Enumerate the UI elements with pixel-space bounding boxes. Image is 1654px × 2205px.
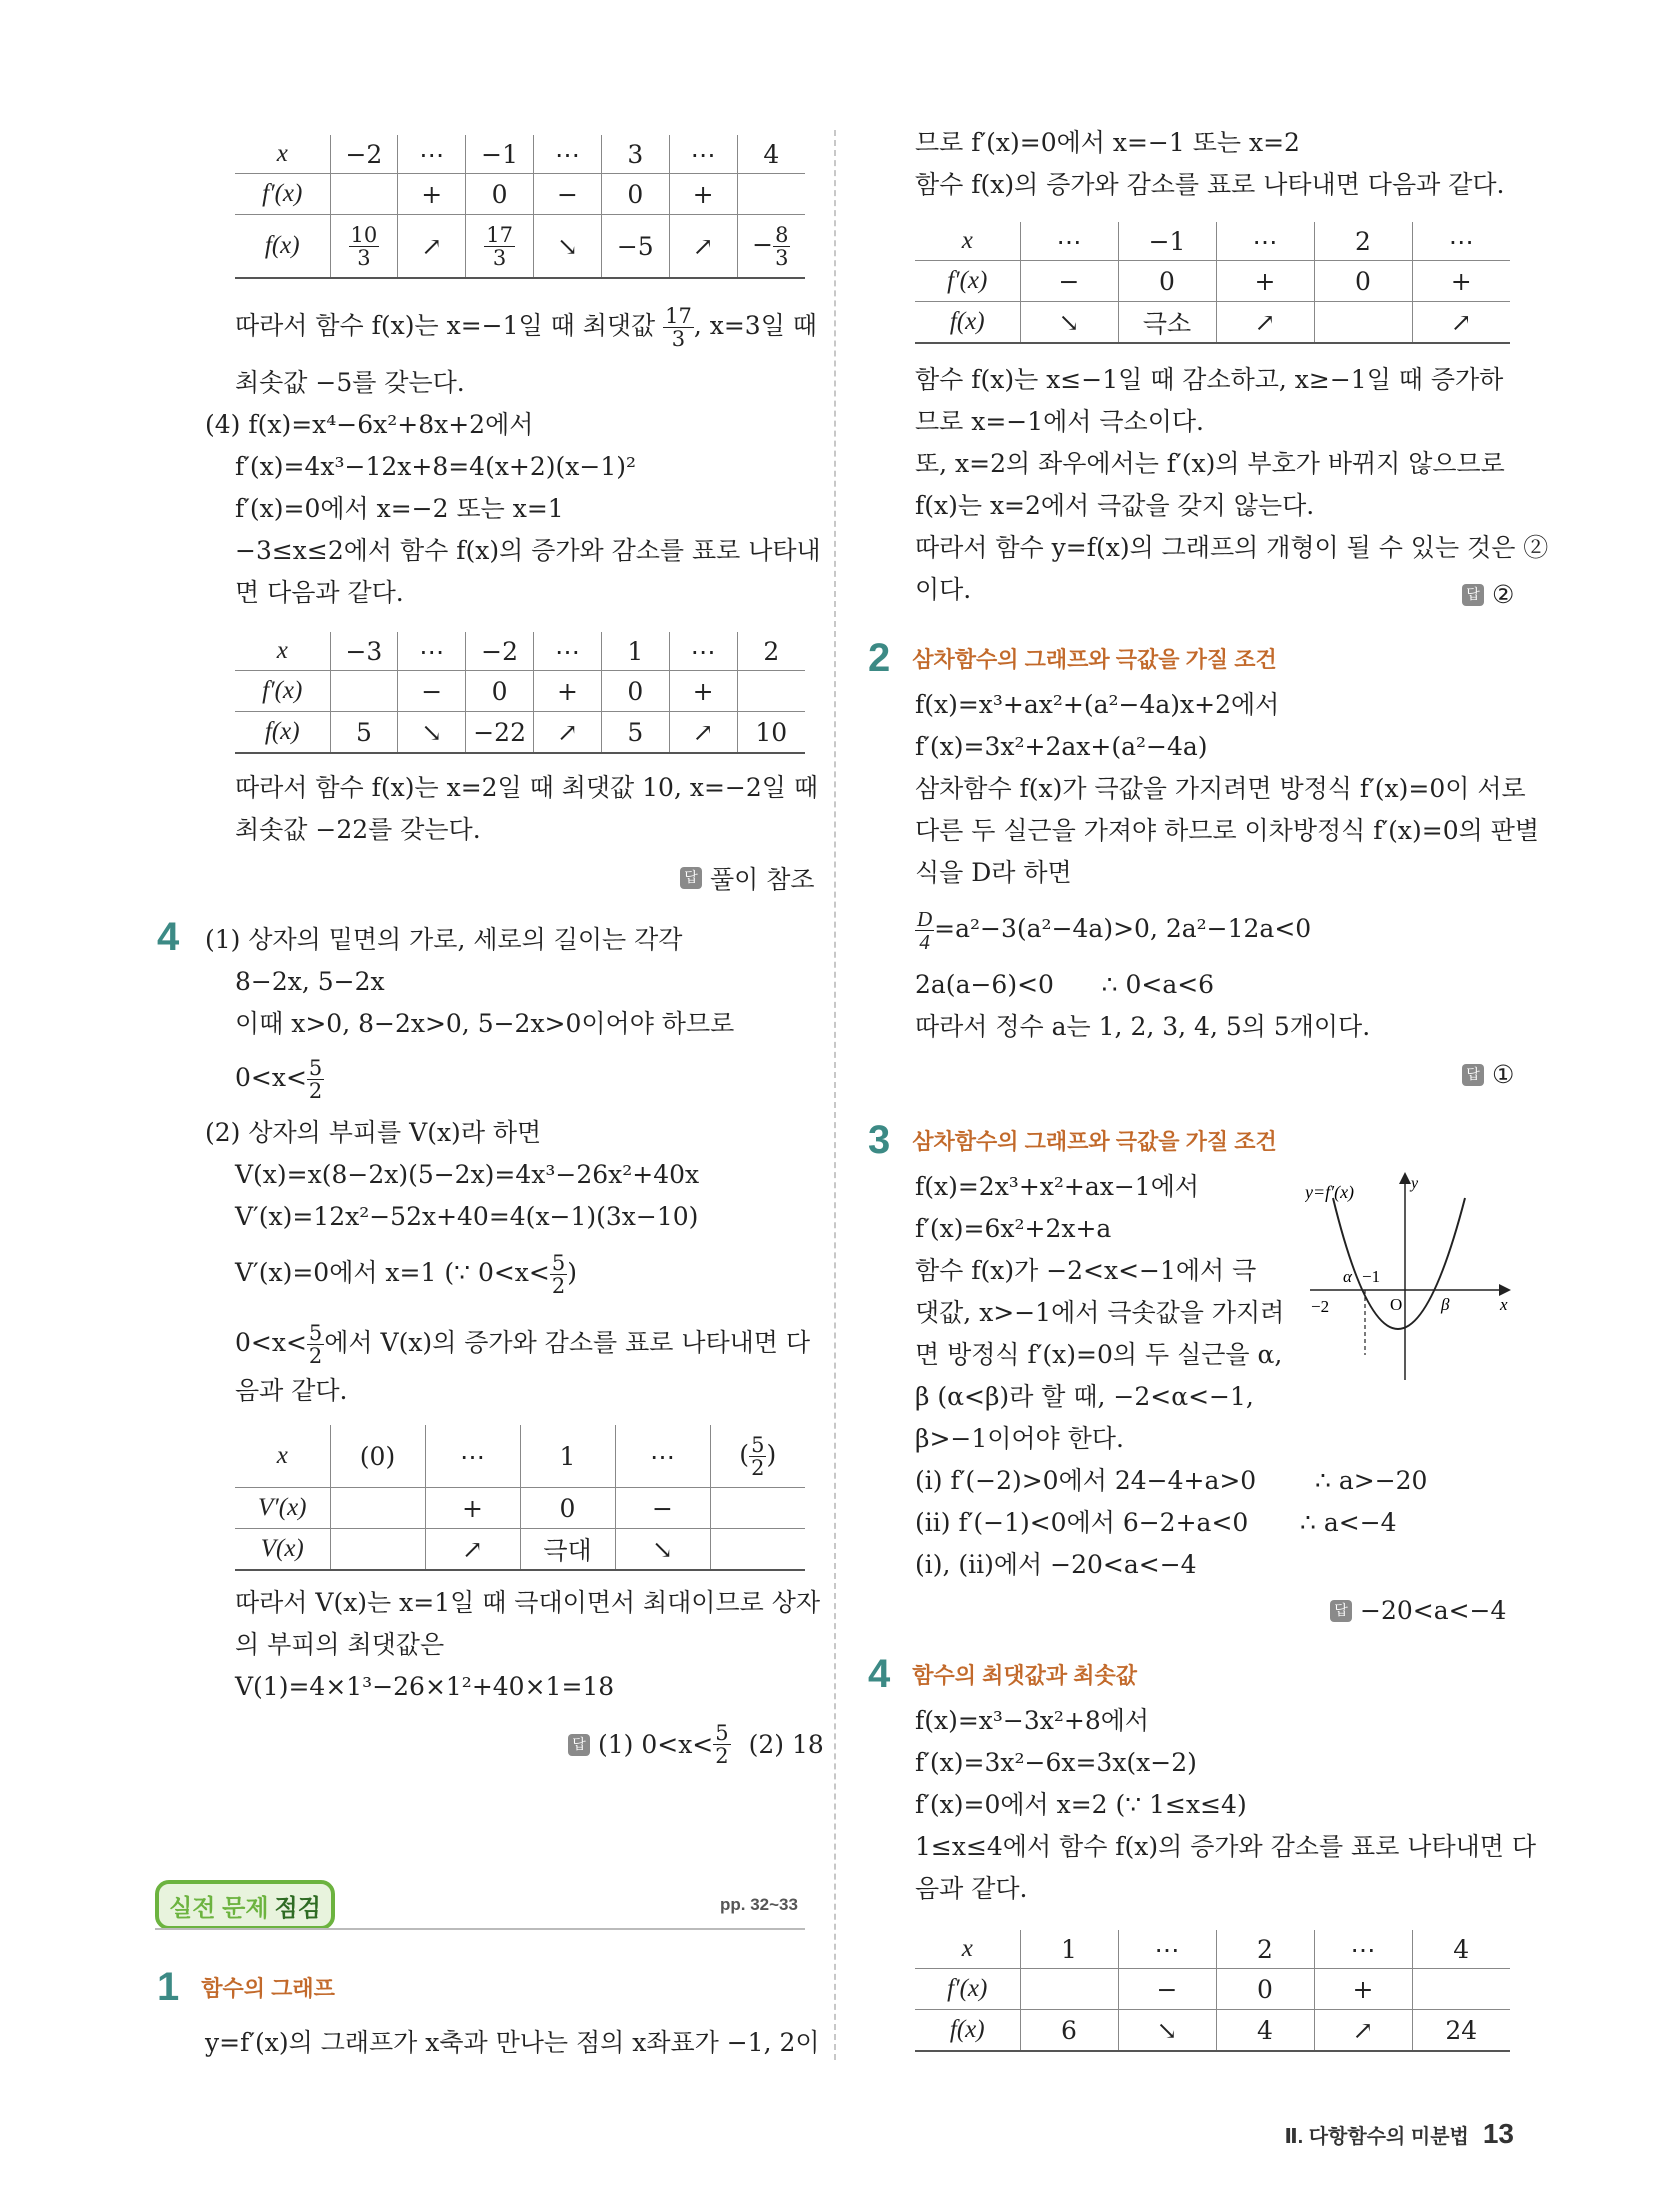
table-cell: [330, 174, 398, 215]
table-cell: [737, 174, 805, 215]
table-cell: 6: [1020, 2010, 1118, 2052]
table-cell: [466, 215, 534, 279]
s4-line: f′(x)=0에서 x=2 (∵ 1≤x≤4): [915, 1790, 1247, 1819]
table-cell: 0: [466, 671, 534, 712]
table-row: [235, 1488, 805, 1529]
q4-conc-line: 의 부피의 최댓값은: [235, 1630, 445, 1659]
right-line: 따라서 함수 y=f(x)의 그래프의 개형이 될 수 있는 것은 ②: [915, 533, 1549, 562]
table-cell: ⋯: [1216, 222, 1314, 261]
table-cell: − $\frac{8}{3}$: [737, 215, 805, 279]
table-cell: −: [1020, 261, 1118, 302]
p4-line: f′(x)=4x³−12x+8=4(x+2)(x−1)²: [235, 452, 637, 481]
table-cell: ⋯: [1118, 1930, 1216, 1969]
p4-line: (4) f(x)=x⁴−6x²+8x+2에서: [205, 410, 534, 439]
s2-line: 식을 D라 하면: [915, 858, 1072, 887]
table-cell: +: [1216, 261, 1314, 302]
table-row: [235, 632, 805, 671]
variation-table-4: [915, 222, 1510, 344]
page-number: 13: [1482, 2118, 1514, 2149]
table-cell: ⋯: [398, 135, 466, 174]
s3-cond-2: (ⅱ) f′(−1)<0에서 6−2+a<0 ∴ a<−4: [915, 1508, 1397, 1537]
p4-lines: [205, 410, 821, 620]
table-cell: 4: [1216, 2010, 1314, 2052]
table-cell: +: [669, 671, 737, 712]
table-cell: ↗: [425, 1529, 520, 1571]
q4-number: 4: [157, 915, 180, 959]
right-top: [915, 128, 1504, 212]
table-cell: ⋯: [669, 135, 737, 174]
table-row: [915, 1930, 1510, 1969]
page-range: pp. 32~33: [720, 1895, 798, 1914]
q4-line: V′(x)=12x²−52x+40=4(x−1)(3x−10): [235, 1202, 699, 1231]
right-line: 함수 f(x)의 증가와 감소를 표로 나타내면 다음과 같다.: [915, 170, 1505, 199]
table-cell: ↘: [398, 712, 466, 754]
q4-part1: [205, 925, 734, 1117]
table-cell: ⋯: [534, 632, 602, 671]
table-cell: −: [615, 1488, 710, 1529]
fraction: $\frac{17}{3}$: [486, 222, 513, 270]
answer-1: 답 ②: [1462, 580, 1514, 609]
table-cell: −2: [330, 135, 398, 174]
p3-conclusion: 따라서 함수 f(x)는 x=−1일 때 최댓값 $\frac{17}{3}$ , x=3일 때: [235, 304, 817, 351]
variation-table-2: [235, 632, 805, 754]
table-row: [235, 1425, 805, 1488]
s3-line: 댓값, x>−1에서 극솟값을 가지려: [915, 1298, 1285, 1327]
table-row: [915, 261, 1510, 302]
section-1-line: y=f′(x)의 그래프가 x축과 만나는 점의 x좌표가 −1, 2이: [205, 2028, 820, 2057]
table-cell: ⋯: [534, 135, 602, 174]
p4-conc-line: 따라서 함수 f(x)는 x=2일 때 최댓값 10, x=−2일 때: [235, 773, 818, 802]
table-cell: −: [1118, 1969, 1216, 2010]
table-cell: +: [669, 174, 737, 215]
p4-conc-line: 최솟값 −22를 갖는다.: [235, 815, 481, 844]
table-cell: 2: [737, 632, 805, 671]
right-line: 이다.: [915, 575, 972, 604]
fraction-5-2: $\frac{5}{2}$: [551, 1251, 566, 1298]
s3-line: 면 방정식 f′(x)=0의 두 실근을 α,: [915, 1340, 1283, 1369]
fraction: $\frac{10}{3}$: [350, 222, 378, 270]
table-cell: 0: [601, 174, 669, 215]
table-cell: f′(x): [915, 1969, 1020, 2010]
variation-table-3: [235, 1425, 805, 1571]
table-cell: 10: [737, 712, 805, 754]
table-row: [235, 215, 805, 279]
table-cell: f′(x): [235, 671, 330, 712]
table-cell: ⋯: [1314, 1930, 1412, 1969]
table-cell: −2: [466, 632, 534, 671]
table-cell: 1: [1020, 1930, 1118, 1969]
table-cell: V(x): [235, 1529, 330, 1571]
table-cell: ⋯: [1020, 222, 1118, 261]
right-line: 므로 f′(x)=0에서 x=−1 또는 x=2: [915, 128, 1300, 157]
graph-label-alpha: α: [1343, 1267, 1352, 1286]
table-cell: ⋯: [669, 632, 737, 671]
table-cell: ⋯: [398, 632, 466, 671]
answer-icon: 답: [680, 867, 702, 889]
p4-line: 면 다음과 같다.: [235, 578, 404, 607]
graph-label-o: O: [1390, 1295, 1403, 1314]
q4-line: 이때 x>0, 8−2x>0, 5−2x>0이어야 하므로: [235, 1009, 735, 1038]
table-cell: −3: [330, 632, 398, 671]
table-cell: 5: [601, 712, 669, 754]
table-cell: ↘: [615, 1529, 710, 1571]
s4-line: f(x)=x³−3x²+8에서: [915, 1706, 1150, 1735]
answer-icon: 답: [568, 1734, 590, 1756]
table-row: [915, 302, 1510, 344]
table-cell: ⋯: [615, 1425, 710, 1488]
graph-label-m1: −1: [1362, 1267, 1381, 1286]
table-cell: 극대: [520, 1529, 615, 1571]
section-1-header: 1 함수의 그래프: [157, 1965, 335, 2009]
table-cell: +: [1314, 1969, 1412, 2010]
right-line: f(x)는 x=2에서 극값을 갖지 않는다.: [915, 491, 1315, 520]
table-row: [915, 2010, 1510, 2052]
table-cell: [737, 671, 805, 712]
table-cell: −1: [466, 135, 534, 174]
s3-line: β>−1이어야 한다.: [915, 1424, 1124, 1453]
q4-conc-line: V(1)=4×1³−26×1²+40×1=18: [235, 1672, 615, 1701]
s2-line: 다른 두 실근을 가져야 하므로 이차방정식 f′(x)=0의 판별: [915, 816, 1540, 845]
q4-line: 8−2x, 5−2x: [235, 967, 385, 996]
s3-cond-1: (ⅰ) f′(−2)>0에서 24−4+a>0 ∴ a>−20: [915, 1466, 1428, 1495]
table-cell: 0: [1314, 261, 1412, 302]
s3-line: f′(x)=6x²+2x+a: [915, 1214, 1112, 1243]
practice-check-badge: 실전 문제 점검: [155, 1880, 335, 1930]
graph-label-y: y: [1411, 1175, 1419, 1192]
table-cell: 2: [1216, 1930, 1314, 1969]
table-cell: [710, 1488, 805, 1529]
right-line: 함수 f(x)는 x≤−1일 때 감소하고, x≥−1일 때 증가하: [915, 365, 1504, 394]
fraction-d-4: $\frac{D}{4}$: [917, 907, 933, 954]
variation-table-5: [915, 1930, 1510, 2052]
p4-line: f′(x)=0에서 x=−2 또는 x=1: [235, 494, 564, 523]
fraction-5-2: $\frac{5}{2}$: [308, 1321, 323, 1368]
table-row: [235, 671, 805, 712]
table-cell: x: [235, 1425, 330, 1488]
answer-3: 답 −20<a<−4: [1330, 1596, 1506, 1625]
graph-label-m2: −2: [1311, 1297, 1330, 1316]
table-cell: [710, 1529, 805, 1571]
fraction-5-2: $\frac{5}{2}$: [308, 1056, 323, 1103]
answer-q4: 답 (1) 0<x< $\frac{5}{2}$ (2) 18: [568, 1722, 824, 1767]
table-cell: [1020, 1969, 1118, 2010]
s4-line: f′(x)=3x²−6x=3x(x−2): [915, 1748, 1197, 1777]
table-cell: [1314, 302, 1412, 344]
table-cell: x: [915, 1930, 1020, 1969]
q4-inc: 0<x< $\frac{5}{2}$ 에서 V(x)의 증가와 감소를 표로 나타내면 다: [235, 1321, 811, 1368]
q4-vzero: V′(x)=0에서 x=1 (∵ 0<x< $\frac{5}{2}$ ): [235, 1251, 577, 1298]
q4-conc-line: 따라서 V(x)는 x=1일 때 극대이면서 최대이므로 상자: [235, 1588, 820, 1617]
section-3-header: 3 삼차함수의 그래프와 극값을 가질 조건: [868, 1118, 1277, 1162]
table-row: [235, 174, 805, 215]
q4-line: 음과 같다.: [235, 1376, 348, 1405]
p4-line: −3≤x≤2에서 함수 f(x)의 증가와 감소를 표로 나타내: [235, 536, 821, 565]
s4-line: 1≤x≤4에서 함수 f(x)의 증가와 감소를 표로 나타내면 다: [915, 1832, 1536, 1861]
section-2-header: 2 삼차함수의 그래프와 극값을 가질 조건: [868, 636, 1277, 680]
table-cell: ↗: [534, 712, 602, 754]
table-cell: [330, 1529, 425, 1571]
graph-label-beta: β: [1441, 1295, 1450, 1314]
table-cell: ↗: [1412, 302, 1510, 344]
fraction: $\frac{5}{2}$: [751, 1432, 765, 1480]
table-cell: +: [398, 174, 466, 215]
table-cell: V′(x): [235, 1488, 330, 1529]
section-4-body: [915, 1706, 1536, 1916]
table-cell: ↗: [398, 215, 466, 279]
table-cell: ⋯: [425, 1425, 520, 1488]
answer-icon: 답: [1330, 1600, 1352, 1622]
table-cell: ↗: [669, 215, 737, 279]
table-cell: ⋯: [1412, 222, 1510, 261]
table-cell: +: [1412, 261, 1510, 302]
table-cell: x: [915, 222, 1020, 261]
table-cell: 0: [1216, 1969, 1314, 2010]
s3-line: (ⅰ), (ⅱ)에서 −20<a<−4: [915, 1550, 1197, 1579]
table-cell: x: [235, 632, 330, 671]
q4-conclusion: [235, 1588, 820, 1714]
right-line: 또, x=2의 좌우에서는 f′(x)의 부호가 바뀌지 않으므로: [915, 449, 1505, 478]
table-cell: −: [398, 671, 466, 712]
table-cell: −22: [466, 712, 534, 754]
answer-icon: 답: [1462, 584, 1484, 606]
table-cell: 극소: [1118, 302, 1216, 344]
table-cell: ↗: [669, 712, 737, 754]
table-cell: f(x): [915, 302, 1020, 344]
table-cell: −: [534, 174, 602, 215]
table-cell: ↘: [1020, 302, 1118, 344]
table-cell: 0: [466, 174, 534, 215]
table-cell: ↗: [1314, 2010, 1412, 2052]
table-cell: f(x): [915, 2010, 1020, 2052]
s3-line: β (α<β)라 할 때, −2<α<−1,: [915, 1382, 1254, 1411]
table-cell: 0: [520, 1488, 615, 1529]
s4-line: 음과 같다.: [915, 1874, 1028, 1903]
table-cell: ↘: [534, 215, 602, 279]
graph-label-fn: y=f′(x): [1305, 1182, 1355, 1202]
table-cell: f(x): [235, 712, 330, 754]
column-divider: [834, 130, 836, 2060]
table-cell: ( $\frac{5}{2}$ ): [710, 1425, 805, 1488]
q4-ineq: 0<x< $\frac{5}{2}$: [235, 1056, 323, 1103]
table-row: [235, 135, 805, 174]
chapter-title: Ⅱ. 다항함수의 미분법: [1284, 2125, 1469, 2148]
s2-line: 삼차함수 f(x)가 극값을 가지려면 방정식 f′(x)=0이 서로: [915, 774, 1526, 803]
table-row: [235, 1529, 805, 1571]
table-cell: 0: [1118, 261, 1216, 302]
fraction: $\frac{8}{3}$: [775, 222, 789, 270]
s3-line: 함수 f(x)가 −2<x<−1에서 극: [915, 1256, 1257, 1285]
answer-icon: 답: [1462, 1064, 1484, 1086]
table-cell: −1: [1118, 222, 1216, 261]
table-cell: ↗: [1216, 302, 1314, 344]
table-cell: ↘: [1118, 2010, 1216, 2052]
table-row: [235, 712, 805, 754]
table-cell: 5: [330, 712, 398, 754]
fraction-17-3: $\frac{17}{3}$: [665, 304, 692, 351]
derivative-graph: [1305, 1170, 1515, 1390]
section-rule: [155, 1928, 805, 1930]
table-cell: x: [235, 135, 330, 174]
q4-part2: [205, 1118, 810, 1418]
s3-line: f(x)=2x³+x²+ax−1에서: [915, 1172, 1200, 1201]
variation-table-1: [235, 135, 805, 279]
section-4-header: 4 함수의 최댓값과 최솟값: [868, 1652, 1137, 1696]
table-cell: 0: [601, 671, 669, 712]
table-cell: 24: [1412, 2010, 1510, 2052]
q4-line: (1) 상자의 밑면의 가로, 세로의 길이는 각각: [205, 925, 683, 954]
table-cell: 4: [737, 135, 805, 174]
answer-2: 답 ①: [1462, 1060, 1514, 1089]
table-cell: f′(x): [235, 174, 330, 215]
table-cell: 3: [601, 135, 669, 174]
table-cell: 2: [1314, 222, 1412, 261]
s2-discriminant: $\frac{D}{4}$ =a²−3(a²−4a)>0, 2a²−12a<0: [917, 907, 1312, 954]
s2-line: 2a(a−6)<0 ∴ 0<a<6: [915, 970, 1215, 999]
q4-line: (2) 상자의 부피를 V(x)라 하면: [205, 1118, 542, 1147]
table-cell: 1: [601, 632, 669, 671]
table-cell: 1: [520, 1425, 615, 1488]
table-cell: +: [425, 1488, 520, 1529]
fraction-5-2: $\frac{5}{2}$: [715, 1721, 729, 1768]
p3-conclusion-2: 최솟값 −5를 갖는다.: [235, 368, 465, 397]
table-cell: [1412, 1969, 1510, 2010]
s2-line: f(x)=x³+ax²+(a²−4a)x+2에서: [915, 690, 1280, 719]
graph-label-x: x: [1500, 1295, 1508, 1314]
table-cell: [330, 1488, 425, 1529]
table-cell: f(x): [235, 215, 330, 279]
table-cell: [330, 671, 398, 712]
table-row: [915, 1969, 1510, 2010]
table-cell: (0): [330, 1425, 425, 1488]
table-cell: +: [534, 671, 602, 712]
table-cell: −5: [601, 215, 669, 279]
p4-conclusion: [235, 773, 818, 857]
s2-line: f′(x)=3x²+2ax+(a²−4a): [915, 732, 1208, 761]
table-cell: [330, 215, 398, 279]
table-cell: f′(x): [915, 261, 1020, 302]
right-line: 므로 x=−1에서 극소이다.: [915, 407, 1204, 436]
s2-line: 따라서 정수 a는 1, 2, 3, 4, 5의 5개이다.: [915, 1012, 1371, 1041]
section-2-body: [915, 690, 1539, 1054]
table-row: [915, 222, 1510, 261]
right-mid: [915, 365, 1548, 617]
page-footer: [1284, 2118, 1514, 2150]
answer-a: 답 풀이 참조: [680, 860, 815, 896]
q4-line: V(x)=x(8−2x)(5−2x)=4x³−26x²+40x: [235, 1160, 700, 1189]
table-cell: 4: [1412, 1930, 1510, 1969]
